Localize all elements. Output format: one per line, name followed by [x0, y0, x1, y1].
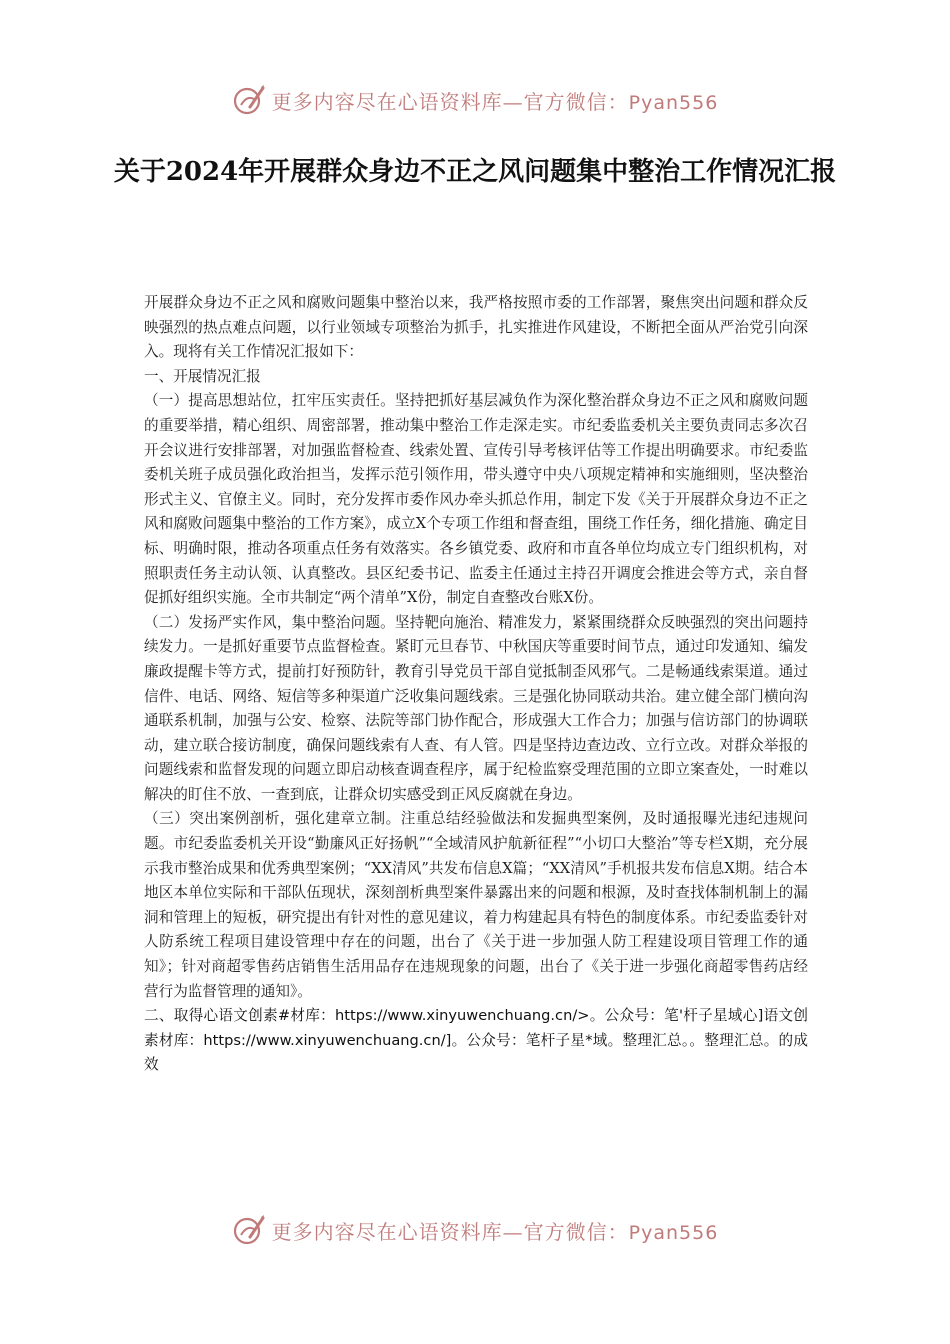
document-title: 关于2024年开展群众身边不正之风问题集中整治工作情况汇报 [113, 157, 837, 187]
body-paragraph-2: （二）发扬严实作风，集中整治问题。坚持靶向施治、精准发力，紧紧围绕群众反映强烈的突出问题持续发力。一是抓好重要节点监督检查。紧盯元旦春节、中秋国庆等重要时间节点，通过印发通知、编发廉政提醒卡等方式，提前打好预防针，教育引导党员干部自觉抵制歪风邪气。二是畅通线索渠道。通过信件、电话、网络、短信等多种渠道广泛收集问题线索。三是强化协同联动共治。建立健全部门横向沟通联系机制，加强与公安、检察、法院等部门协作配合，形成强大工作合力；加强与信访部门的协调联动，建立联合接访制度，确保问题线索有人查、有人管。四是坚持边查边改、立行立改。对群众举报的问题线索和监督发现的问题立即启动核查调查程序，属于纪检监察受理范围的立即立案查处，一时难以解决的盯住不放、一查到底，让群众切实感受到正风反腐就在身边。 [144, 613, 808, 803]
header-watermark-banner [0, 80, 950, 120]
watermark-label: 更多内容尽在心语资料库—官方微信： [271, 89, 629, 114]
pen-scroll-logo-icon [232, 83, 266, 117]
body-paragraph-3: （三）突出案例剖析，强化建章立制。注重总结经验做法和发掘典型案例，及时通报曝光违纪违规问题。市纪委监委机关开设“勤廉风正好扬帆”“全域清风护航新征程”“小切口大整治”等专栏X期，充分展示我市整治成果和优秀典型案例；“XX清风”共发布信息X篇；“XX清风”手机报共发布信息X期。结合本地区本单位实际和干部队伍现状，深刻剖析典型案件暴露出来的问题和根源，及时查找体制机制上的漏洞和管理上的短板，研究提出有针对性的意见建议，着力构建起具有特色的制度体系。市纪委监委针对人防系统工程项目建设管理中存在的问题，出台了《关于进一步加强人防工程建设项目管理工作的通知》；针对商超零售药店销售生活用品存在违规现象的问题，出台了《关于进一步强化商超零售药店经营行为监督管理的通知》。 [144, 810, 808, 1000]
document-body [144, 291, 808, 1078]
pen-scroll-logo-icon [232, 1213, 266, 1247]
section-heading: 一、开展情况汇报 [144, 367, 261, 385]
body-paragraph-1: （一）提高思想站位，扛牢压实责任。坚持把抓好基层减负作为深化整治群众身边不正之风和腐败问题的重要举措，精心组织、周密部署，推动集中整治工作走深走实。市纪委监委机关主要负责同志多次召开会议进行安排部署，对加强监督检查、线索处置、宣传引导考核评估等工作提出明确要求。市纪委监委机关班子成员强化政治担当，发挥示范引领作用，带头遵守中央八项规定精神和实施细则，坚决整治形式主义、官僚主义。同时，充分发挥市委作风办牵头抓总作用，制定下发《关于开展群众身边不正之风和腐败问题集中整治的工作方案》，成立X个专项工作组和督查组，围绕工作任务，细化措施、确定目标、明确时限，推动各项重点任务有效落实。各乡镇党委、政府和市直各单位均成立专门组织机构，对照职责任务主动认领、认真整改。县区纪委书记、监委主任通过主持召开调度会推进会等方式，亲自督促抓好组织实施。全市共制定“两个清单”X份，制定自查整改台账X份。 [144, 392, 808, 607]
watermark-handle: Pyan556 [628, 1221, 719, 1244]
intro-paragraph: 开展群众身边不正之风和腐败问题集中整治以来，我严格按照市委的工作部署，聚焦突出问题和群众反映强烈的热点难点问题，以行业领域专项整治为抓手，扎实推进作风建设，不断把全面从严治党引向深入。现将有关工作情况汇报如下： [144, 294, 808, 361]
body-paragraph-4: 二、取得心语文创素#材库：https://www.xinyuwenchuang.cn/>。公众号：笔'杆子星域心]语文创素材库：https://www.xinyuwenchuang.cn/]。公众号：笔杆子星*域。整理汇总。。整理汇总。的成效 [144, 1007, 808, 1074]
watermark-text [272, 1216, 719, 1245]
watermark-text [272, 86, 719, 115]
watermark-handle: Pyan556 [628, 91, 719, 114]
watermark-label: 更多内容尽在心语资料库—官方微信： [271, 1219, 629, 1244]
footer-watermark-banner [0, 1210, 950, 1250]
